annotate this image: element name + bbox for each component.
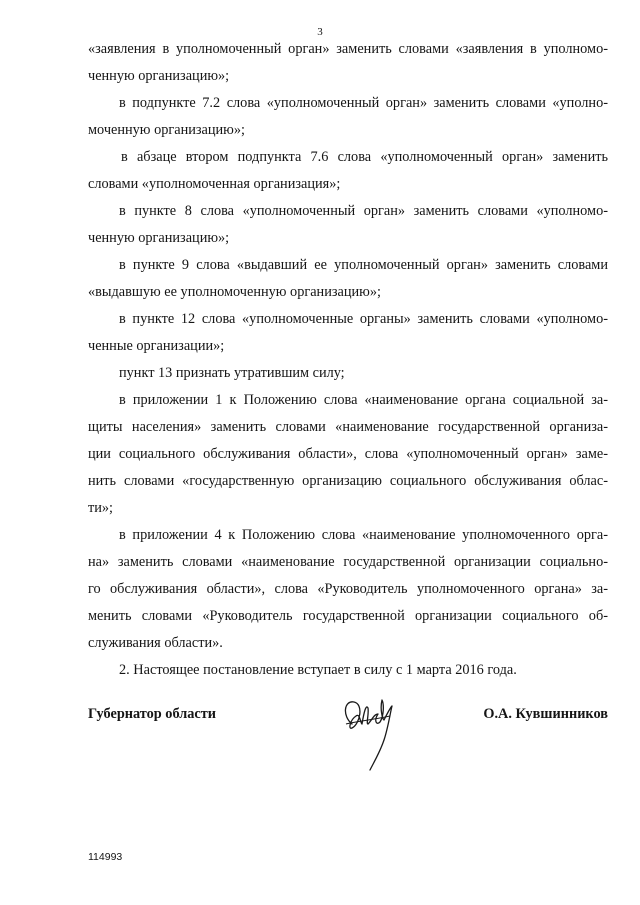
text-line: в приложении 1 к Положению слова «наименование органа социальной за-: [119, 392, 608, 408]
text-line: ти»;: [88, 500, 114, 516]
text-line: «заявления в уполномоченный орган» заменить словами «заявления в уполномо-: [88, 41, 608, 57]
text-line: пункт 13 признать утратившим силу;: [119, 365, 345, 381]
text-line: «выдавшую ее уполномоченную организацию»;: [88, 284, 381, 300]
signer-position: Губернатор области: [88, 706, 217, 722]
text-line: го обслуживания области», слова «Руководитель уполномоченного органа» за-: [88, 581, 608, 597]
text-line: менить словами «Руководитель государственной организации социального об-: [88, 608, 608, 624]
text-line: ченную организацию»;: [88, 68, 230, 84]
text-line: 2. Настоящее постановление вступает в силу с 1 марта 2016 года.: [119, 662, 517, 678]
text-line: в пункте 9 слова «выдавший ее уполномоченный орган» заменить словами: [119, 257, 608, 273]
text-line: ченные организации»;: [88, 338, 225, 354]
text-line: ции социального обслуживания области», слова «уполномоченный орган» заме-: [88, 446, 608, 462]
document-body: [88, 36, 608, 684]
page-number: 3: [317, 26, 323, 38]
text-line: в абзаце втором подпункта 7.6 слова «уполномоченный орган» заменить: [121, 149, 608, 165]
text-line: в пункте 8 слова «уполномоченный орган» заменить словами «уполномо-: [119, 203, 608, 219]
text-line: моченную организацию»;: [88, 122, 245, 138]
document-code: 114993: [88, 851, 123, 863]
text-line: на» заменить словами «наименование государственной организации социально-: [88, 554, 608, 570]
signature-block: [88, 706, 608, 786]
signer-name: О.А. Кувшинников: [483, 706, 608, 722]
text-line: служивания области».: [88, 635, 223, 651]
text-line: в пункте 12 слова «уполномоченные органы» заменить словами «уполномо-: [119, 311, 608, 327]
text-line: щиты населения» заменить словами «наименование государственной организа-: [88, 419, 608, 435]
handwritten-signature: [338, 694, 408, 772]
text-line: нить словами «государственную организацию социального обслуживания облас-: [88, 473, 608, 489]
text-line: словами «уполномоченная организация»;: [88, 176, 341, 192]
text-line: ченную организацию»;: [88, 230, 230, 246]
text-line: в приложении 4 к Положению слова «наименование уполномоченного орга-: [119, 527, 608, 543]
text-line: в подпункте 7.2 слова «уполномоченный орган» заменить словами «уполно-: [119, 95, 608, 111]
